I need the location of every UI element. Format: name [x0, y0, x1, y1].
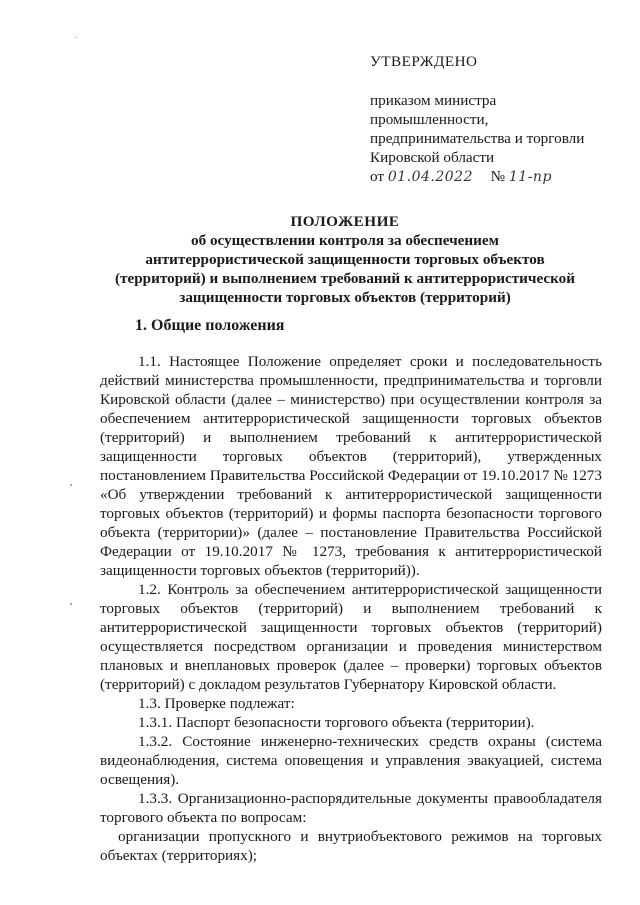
paragraph-1-3-2: 1.3.2. Состояние инженерно-технических средств охраны (система видеонаблюдения, система оповещения и управления эвакуацией, система освещения). [100, 733, 602, 788]
title-line: об осуществлении контроля за обеспечением [190, 232, 500, 249]
document-body [100, 352, 602, 865]
title-main: ПОЛОЖЕНИЕ [290, 213, 400, 230]
scan-speck [70, 484, 72, 486]
paragraph-1-2: 1.2. Контроль за обеспечением антитеррористической защищенности торговых объектов (территорий) и выполнением требований к антитеррористической защищенности торговых объектов (территорий) осуществляется посредством организации и проведения министерством плановых и внеплановых проверок (далее – проверки) торговых объектов (территорий) с докладом результатов Губернатору Кировской области. [100, 581, 602, 693]
section-heading: 1. Общие положения [135, 317, 285, 334]
date-prefix: от [370, 168, 385, 185]
scan-speck [76, 37, 77, 38]
title-line: антитеррористической защищенности торговых объектов [145, 251, 545, 268]
approval-heading: УТВЕРЖДЕНО [370, 53, 478, 70]
paragraph-1-3: 1.3. Проверке подлежат: [138, 695, 295, 712]
approval-line: приказом министра [370, 92, 497, 109]
title-line: защищенности торговых объектов (территорий) [179, 289, 511, 306]
handwritten-number: 11-пр [508, 169, 552, 185]
paragraph-1-1: 1.1. Настоящее Положение определяет сроки и последовательность действий министерства промышленности, предпринимательства и торговли Кировской области (далее – министерство) при осуществлении контроля за обеспечением антитеррористической защищенности торговых объектов (территорий) и выполнением требований к антитеррористической защищенности торговых объектов (территорий), утвержденных постановлением Правительства Российской Федерации от 19.10.2017 № 1273 «Об утверждении требований к антитеррористической защищенности торговых объектов (территорий) и формы паспорта безопасности торгового объекта (территории)» (далее – постановление Правительства Российской Федерации от 19.10.2017 № 1273, требования к антитеррористической защищенности торговых объектов (территорий)). [100, 353, 602, 579]
paragraph-1-3-3: 1.3.3. Организационно-распорядительные документы правообладателя торгового объекта по вопросам: [100, 790, 602, 826]
approval-line: Кировской области [370, 149, 495, 166]
approval-line: промышленности, [370, 111, 489, 128]
document-title [100, 212, 590, 307]
number-prefix: № [490, 168, 506, 185]
approval-date-number [370, 167, 630, 187]
title-line: (территорий) и выполнением требований к антитеррористической [114, 270, 576, 287]
scan-speck [70, 603, 72, 605]
paragraph-1-3-1: 1.3.1. Паспорт безопасности торгового объекта (территории). [138, 714, 535, 731]
approval-block [370, 52, 630, 187]
paragraph-org: организации пропускного и внутриобъектового режимов на торговых объектах (территориях); [100, 828, 602, 864]
approval-line: предпринимательства и торговли [370, 130, 585, 147]
handwritten-date: 01.04.2022 [387, 169, 473, 185]
